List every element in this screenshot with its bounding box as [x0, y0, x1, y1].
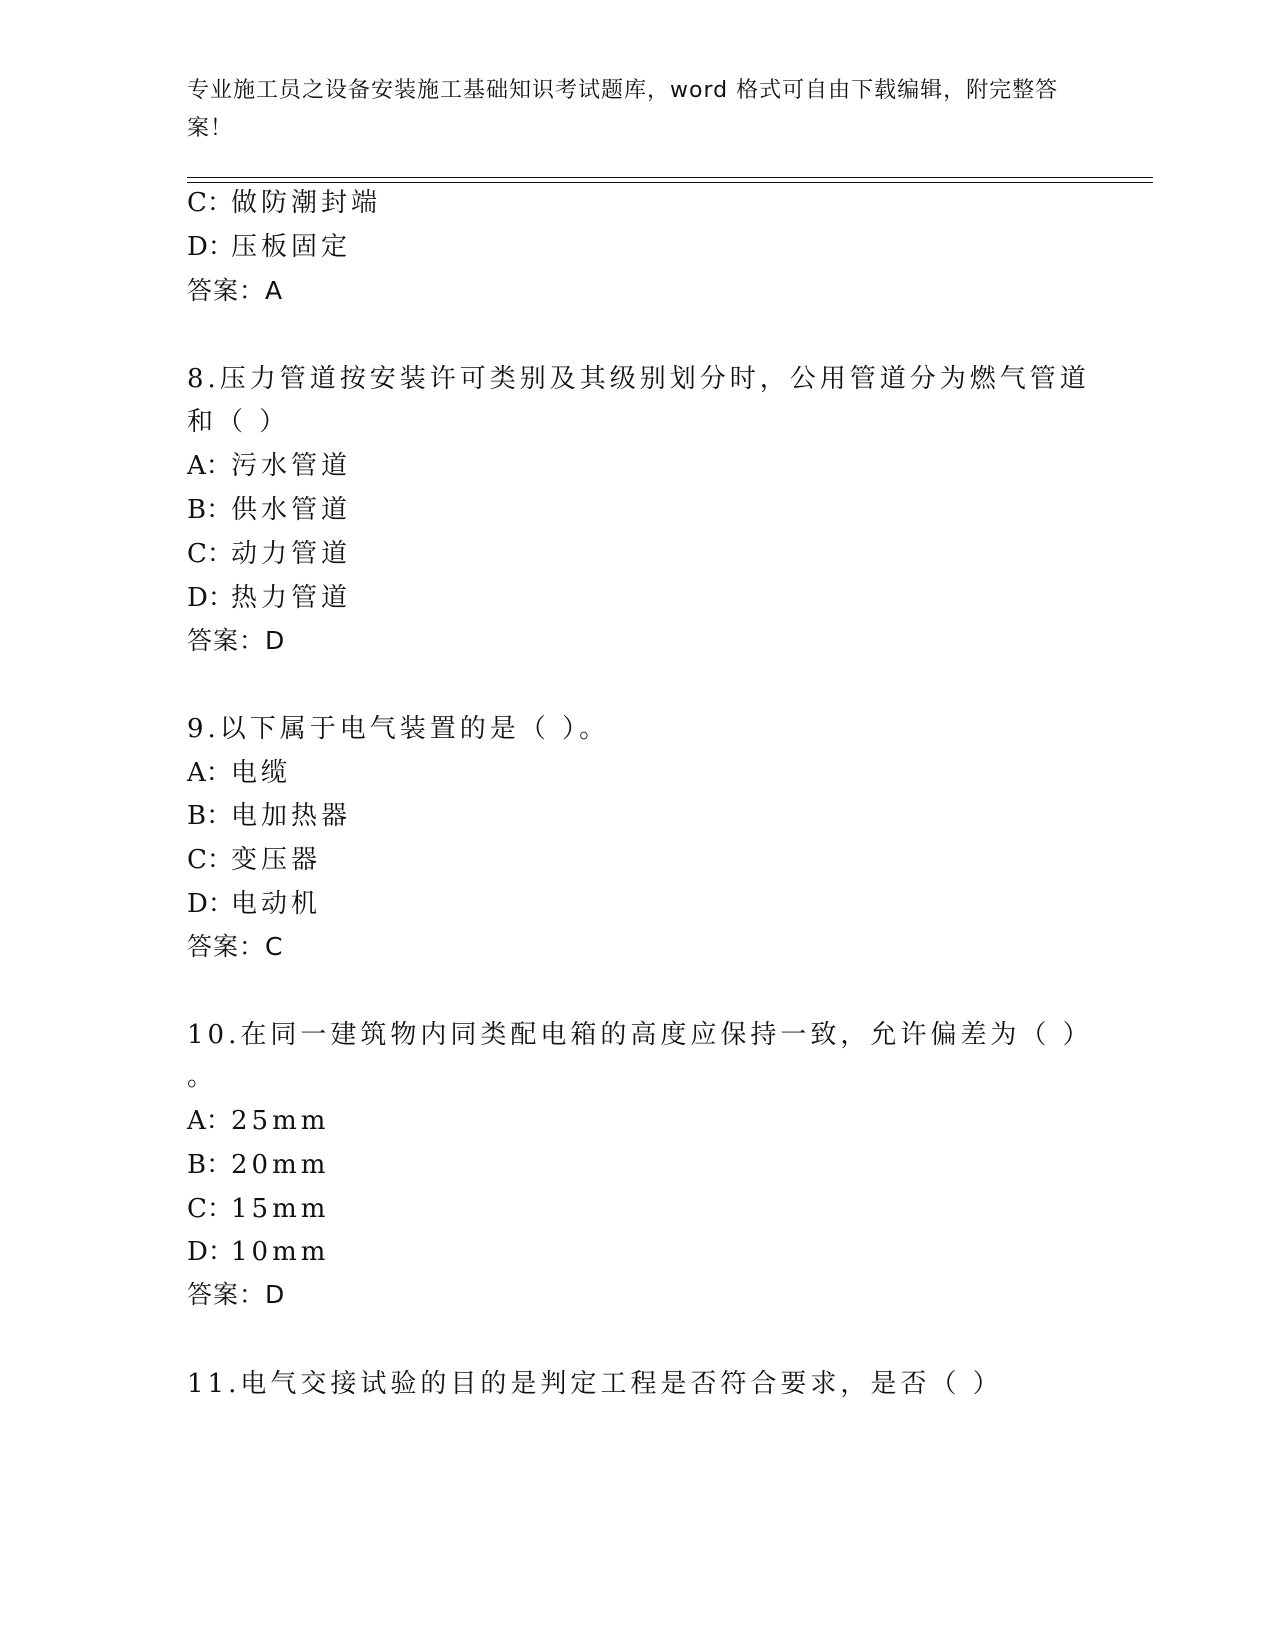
question-9-stem: 9.以下属于电气装置的是（ ）。 — [187, 714, 610, 744]
option-text: 10mm — [231, 1237, 330, 1267]
option-c — [187, 188, 381, 218]
document-header: 专业施工员之设备安装施工基础知识考试题库，word 格式可自由下载编辑，附完整答案！ — [187, 78, 1059, 141]
option-text: 供水管道 — [231, 495, 352, 525]
option-d — [187, 889, 321, 919]
option-d — [187, 1237, 329, 1267]
answer-line: 答案：D — [187, 1280, 286, 1309]
option-letter: B： — [187, 801, 233, 831]
question-11-stem: 11.电气交接试验的目的是判定工程是否符合要求，是否（ ） — [187, 1369, 1003, 1399]
option-letter: B： — [187, 1150, 233, 1180]
option-text: 20mm — [231, 1150, 330, 1180]
answer-line: 答案：D — [187, 626, 286, 655]
answer-line: 答案：A — [187, 276, 284, 305]
option-text: 25mm — [231, 1106, 330, 1136]
option-text: 污水管道 — [231, 451, 352, 481]
option-c — [187, 845, 321, 875]
option-letter: C： — [187, 845, 233, 875]
option-c — [187, 1194, 329, 1224]
option-text: 15mm — [231, 1194, 330, 1224]
option-letter: D： — [187, 889, 234, 919]
header-rule-top — [187, 177, 1153, 178]
option-text: 压板固定 — [231, 232, 352, 262]
answer-line: 答案：C — [187, 932, 284, 961]
option-text: 电缆 — [231, 758, 292, 788]
option-letter: D： — [187, 232, 234, 262]
option-letter: C： — [187, 1194, 233, 1224]
option-d — [187, 583, 351, 613]
option-text: 热力管道 — [231, 583, 352, 613]
option-text: 电加热器 — [231, 801, 352, 831]
option-letter: B： — [187, 495, 233, 525]
question-8-stem-cont: 和（ ） — [187, 407, 290, 437]
option-text: 动力管道 — [231, 539, 352, 569]
option-b — [187, 1150, 329, 1180]
header-rule-bottom — [187, 182, 1153, 183]
option-letter: A： — [187, 1106, 232, 1136]
option-a — [187, 758, 291, 788]
option-c — [187, 539, 351, 569]
question-10-stem-cont: 。 — [187, 1062, 218, 1092]
option-letter: A： — [187, 451, 232, 481]
option-b — [187, 801, 351, 831]
option-b — [187, 495, 351, 525]
question-10-stem: 10.在同一建筑物内同类配电箱的高度应保持一致，允许偏差为（ ） — [187, 1020, 1093, 1050]
option-letter: C： — [187, 188, 233, 218]
option-letter: D： — [187, 583, 234, 613]
question-8-stem: 8.压力管道按安装许可类别及其级别划分时，公用管道分为燃气管道 — [187, 364, 1090, 394]
option-a — [187, 451, 351, 481]
option-text: 变压器 — [231, 845, 322, 875]
option-text: 电动机 — [231, 889, 322, 919]
option-a — [187, 1106, 329, 1136]
option-letter: A： — [187, 758, 232, 788]
option-letter: C： — [187, 539, 233, 569]
option-letter: D： — [187, 1237, 234, 1267]
option-d — [187, 232, 351, 262]
option-text: 做防潮封端 — [231, 188, 382, 218]
